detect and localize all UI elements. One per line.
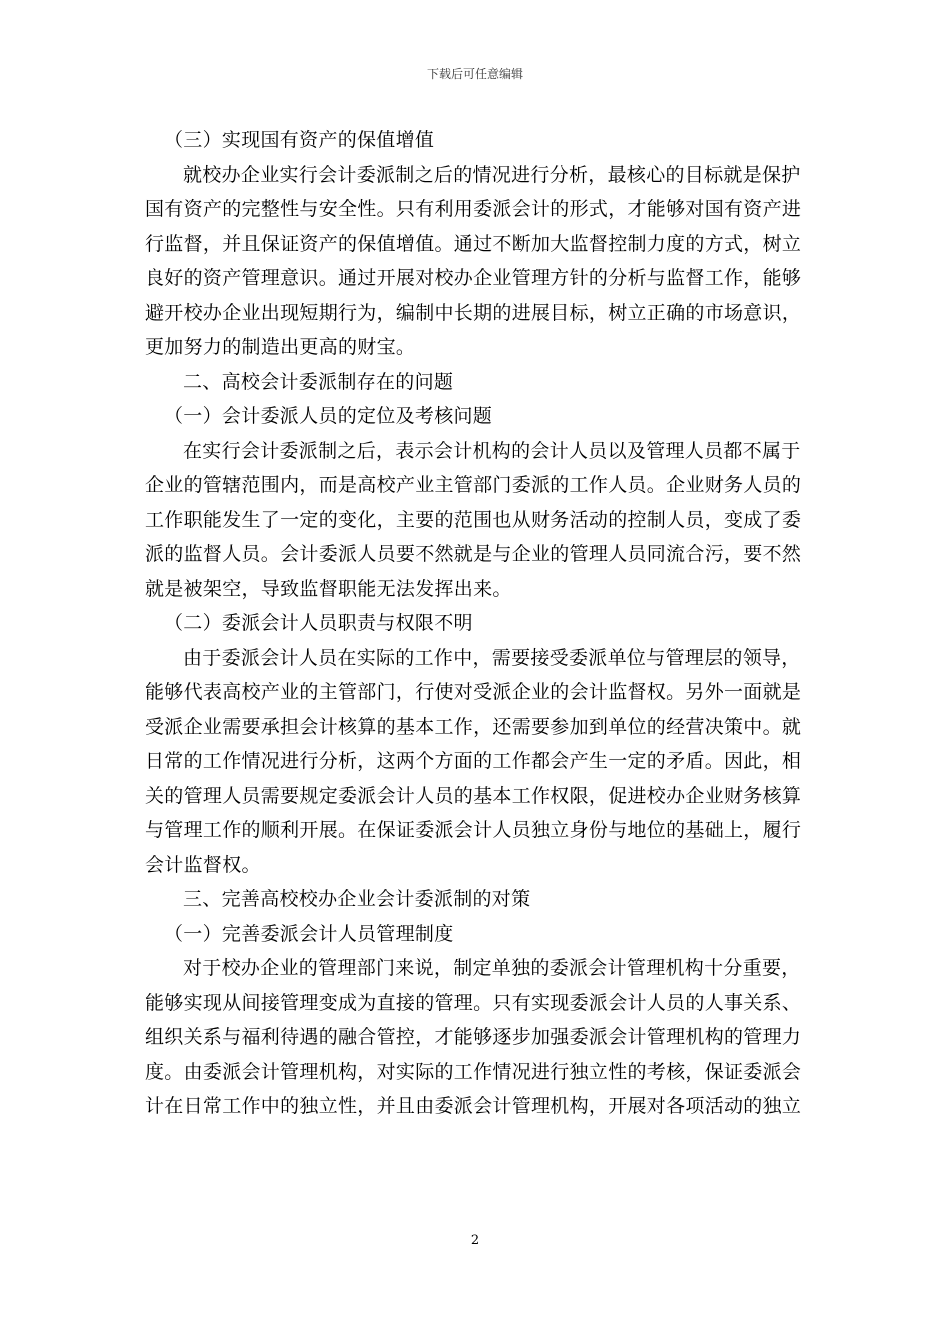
paragraph-line: 良好的资产管理意识。通过开展对校办企业管理方针的分析与监督工作，能够	[145, 267, 802, 289]
subheading-1: （一）完善委派会计人员管理制度	[164, 922, 454, 945]
subheading-1: （一）会计委派人员的定位及考核问题	[164, 405, 493, 427]
paragraph-line: 计在日常工作中的独立性，并且由委派会计管理机构，开展对各项活动的独立	[145, 1095, 802, 1117]
paragraph-line: 就是被架空，导致监督职能无法发挥出来。	[145, 577, 512, 600]
paragraph-line: 日常的工作情况进行分析，这两个方面的工作都会产生一定的矛盾。因此，相	[145, 750, 802, 772]
subheading-3: （三）实现国有资产的保值增值	[164, 129, 435, 151]
paragraph-line: 度。由委派会计管理机构，对实际的工作情况进行独立性的考核，保证委派会	[145, 1060, 802, 1083]
section-heading-3: 三、完善高校校办企业会计委派制的对策	[183, 888, 531, 910]
section-heading-2: 二、高校会计委派制存在的问题	[183, 370, 454, 393]
paragraph-line: 由于委派会计人员在实际的工作中，需要接受委派单位与管理层的领导，	[183, 646, 801, 669]
paragraph-line: 能够代表高校产业的主管部门，行使对受派企业的会计监督权。另外一面就是	[145, 681, 802, 703]
paragraph-line: 就校办企业实行会计委派制之后的情况进行分析，最核心的目标就是保护	[183, 163, 801, 186]
paragraph-line: 与管理工作的顺利开展。在保证委派会计人员独立身份与地位的基础上，履行	[145, 819, 802, 841]
paragraph-line: 组织关系与福利待遇的融合管控，才能够逐步加强委派会计管理机构的管理力	[145, 1026, 802, 1048]
paragraph-line: 对于校办企业的管理部门来说，制定单独的委派会计管理机构十分重要，	[183, 957, 801, 979]
page-header: 下载后可任意编辑	[426, 67, 523, 81]
body-text	[145, 123, 807, 1124]
paragraph-line: 会计监督权。	[145, 853, 261, 876]
paragraph-line: 在实行会计委派制之后，表示会计机构的会计人员以及管理人员都不属于	[183, 439, 801, 462]
paragraph-line: 行监督，并且保证资产的保值增值。通过不断加大监督控制力度的方式，树立	[145, 232, 802, 255]
paragraph-line: 避开校办企业出现短期行为，编制中长期的进展目标，树立正确的市场意识，	[145, 301, 802, 324]
subheading-2: （二）委派会计人员职责与权限不明	[164, 612, 473, 634]
paragraph-line: 派的监督人员。会计委派人员要不然就是与企业的管理人员同流合污，要不然	[145, 543, 802, 565]
paragraph-line: 更加努力的制造出更高的财宝。	[145, 336, 416, 358]
paragraph-line: 受派企业需要承担会计核算的基本工作，还需要参加到单位的经营决策中。就	[145, 715, 802, 738]
paragraph-line: 能够实现从间接管理变成为直接的管理。只有实现委派会计人员的人事关系、	[145, 991, 802, 1014]
page-number: 2	[470, 1233, 480, 1248]
paragraph-line: 工作职能发生了一定的变化，主要的范围也从财务活动的控制人员，变成了委	[145, 508, 802, 531]
paragraph-line: 关的管理人员需要规定委派会计人员的基本工作权限，促进校办企业财务核算	[145, 784, 802, 807]
paragraph-line: 企业的管辖范围内，而是高校产业主管部门委派的工作人员。企业财务人员的	[145, 474, 802, 496]
paragraph-line: 国有资产的完整性与安全性。只有利用委派会计的形式，才能够对国有资产进	[145, 198, 802, 220]
